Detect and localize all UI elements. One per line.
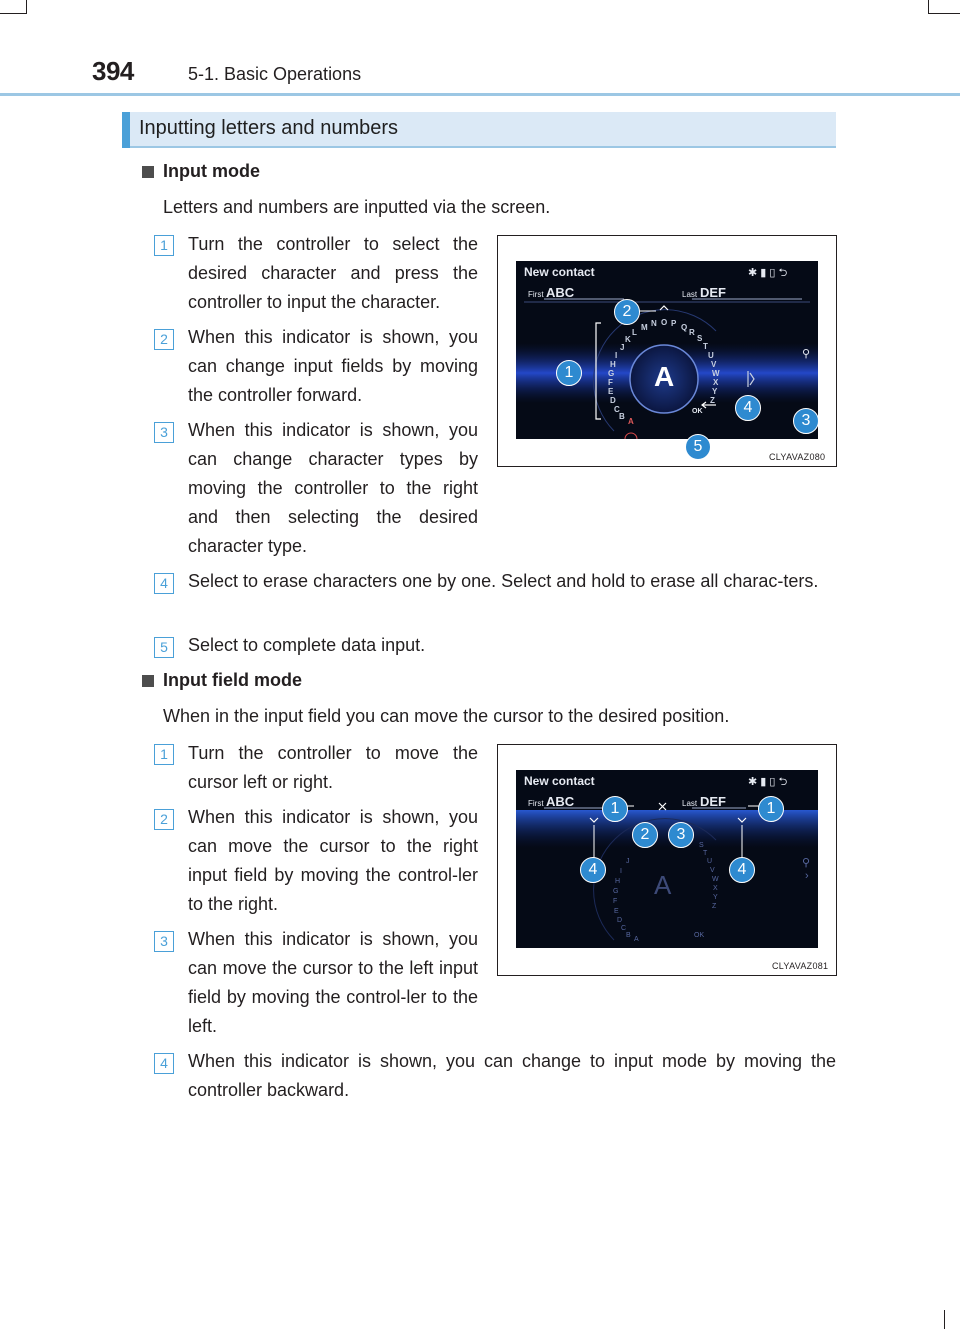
last-label: Last [682,290,698,299]
item-number: 3 [154,931,174,952]
dial-letter: Q [681,323,688,332]
dial-letter: B [619,412,625,421]
dial-letter: C [614,405,620,414]
input-mode-intro: Letters and numbers are inputted via the screen. [163,197,551,217]
dial-letter: N [651,319,657,328]
last-label: Last [682,799,698,808]
screen-title: New contact [524,265,595,279]
dial-letter: S [699,842,704,849]
dial-letter: W [712,369,720,378]
callout-marker: 3 [793,408,818,434]
dial-letter: Z [710,396,715,405]
first-value: ABC [546,794,575,809]
page-number: 394 [92,56,134,86]
dial-letter: U [707,858,713,865]
item-number: 4 [154,573,174,594]
ok-key: OK [692,408,703,415]
dial-letter: I [620,868,622,875]
crop-mark [928,13,960,14]
input-field-mode-heading: Input field mode [163,670,302,690]
figure-code: CLYAVAZ081 [772,961,829,971]
dial-letter: X [713,378,719,387]
dial-letter: J [626,858,630,865]
dial-letter: O [661,318,668,327]
item-number: 5 [154,637,174,658]
banner-accent-bar [122,112,130,148]
dial-letter: E [608,387,614,396]
dial-letter: V [710,867,715,874]
item-text: When this indicator is shown, you can change input fields by moving the controller forward. [188,327,478,405]
heading-bullet-icon [142,675,154,687]
item-number: 1 [154,744,174,765]
callout-marker: 4 [580,857,606,883]
dial-letter: T [703,850,708,857]
dial-letter: G [613,888,619,895]
item-number: 1 [154,235,174,256]
item-text: When this indicator is shown, you can move the cursor to the right input field by moving the control-ler to the right. [188,807,478,914]
banner-title: Inputting letters and numbers [139,117,399,139]
callout-marker: 1 [758,796,784,822]
dial-letter: I [615,351,618,360]
dial-letter: V [711,360,717,369]
search-icon: ⚲ [802,348,811,360]
dial-letter: M [641,323,648,332]
callout-marker: 4 [729,857,755,883]
dial-letter: H [610,360,616,369]
dial-letter: F [608,378,613,387]
dial-letter: D [610,396,616,405]
item-text: When this indicator is shown, you can change to input mode by moving the controller backward. [188,1051,836,1100]
first-value: ABC [546,285,575,300]
center-letter: A [654,361,675,392]
callout-marker: 3 [668,822,694,848]
dial-letter: S [697,334,703,343]
dial-letter: K [625,335,631,344]
item-text: When this indicator is shown, you can change character types by moving the controller to the right and then selecting the desired character type. [188,420,478,556]
input-field-mode-intro: When in the input field you can move the cursor to the desired position. [163,706,730,726]
dial-letter: Z [712,903,717,910]
figure-code: CLYAVAZ080 [769,452,826,462]
first-label: First [528,290,544,299]
item-text: Select to complete data input. [188,635,426,655]
crop-mark [944,1310,945,1329]
dial-letter: H [615,878,621,885]
dial-letter: W [712,876,719,883]
header-rule [0,93,960,96]
chevron-right-icon: › [805,870,809,882]
display-screen [516,261,818,439]
dial-letter: Y [713,894,718,901]
dial-letter: F [613,898,618,905]
item-number: 4 [154,1053,174,1074]
dial-letter: Y [712,387,718,396]
item-number: 2 [154,809,174,830]
callout-marker: 5 [685,434,711,460]
dial-letter: OK [694,932,705,939]
section-banner [122,112,836,148]
callout-marker: 1 [556,360,582,386]
item-text: Turn the controller to move the cursor left or right. [188,743,478,792]
item-number: 2 [154,329,174,350]
screen-title: New contact [524,774,595,788]
input-mode-heading: Input mode [163,161,260,181]
callout-marker: 2 [614,299,640,325]
dial-letter: C [621,925,627,932]
status-icons: ✱ ▮ ▯ ⮌ [748,267,788,279]
callout-marker: 1 [602,796,628,822]
callout-marker: 4 [735,395,761,421]
figure-input-mode [497,235,837,467]
last-value: DEF [700,794,726,809]
last-value: DEF [700,285,726,300]
crop-mark [928,0,929,14]
dial-letter: U [708,351,714,360]
center-letter: A [654,870,672,900]
dial-letter: J [620,343,625,352]
dial-letter: P [671,319,677,328]
dial-letter: R [689,328,695,337]
callout-marker: 2 [632,822,658,848]
dial-letter: E [614,908,619,915]
dial-letter: G [608,369,615,378]
item-number: 3 [154,422,174,443]
section-title: 5-1. Basic Operations [188,64,362,84]
dial-letter: T [703,342,708,351]
dial-letter: X [713,885,718,892]
display-screen [516,770,818,948]
first-label: First [528,799,544,808]
dial-letter: B [626,932,631,939]
item-text: Select to erase characters one by one. Select and hold to erase all charac-ters. [188,571,819,591]
heading-bullet-icon [142,166,154,178]
search-icon: ⚲ [802,857,811,869]
item-text: Turn the controller to select the desired character and press the controller to input the character. [188,234,478,312]
dial-letter: A [628,417,634,426]
status-icons: ✱ ▮ ▯ ⮌ [748,776,788,788]
item-text: When this indicator is shown, you can move the cursor to the left input field by moving the control-ler to the left. [188,929,478,1036]
dial-letter: L [632,328,637,337]
dial-letter: A [634,936,639,943]
crop-mark [0,13,26,14]
dial-letter: D [617,917,623,924]
figure-input-field-mode [497,744,837,976]
crop-mark [26,0,27,14]
